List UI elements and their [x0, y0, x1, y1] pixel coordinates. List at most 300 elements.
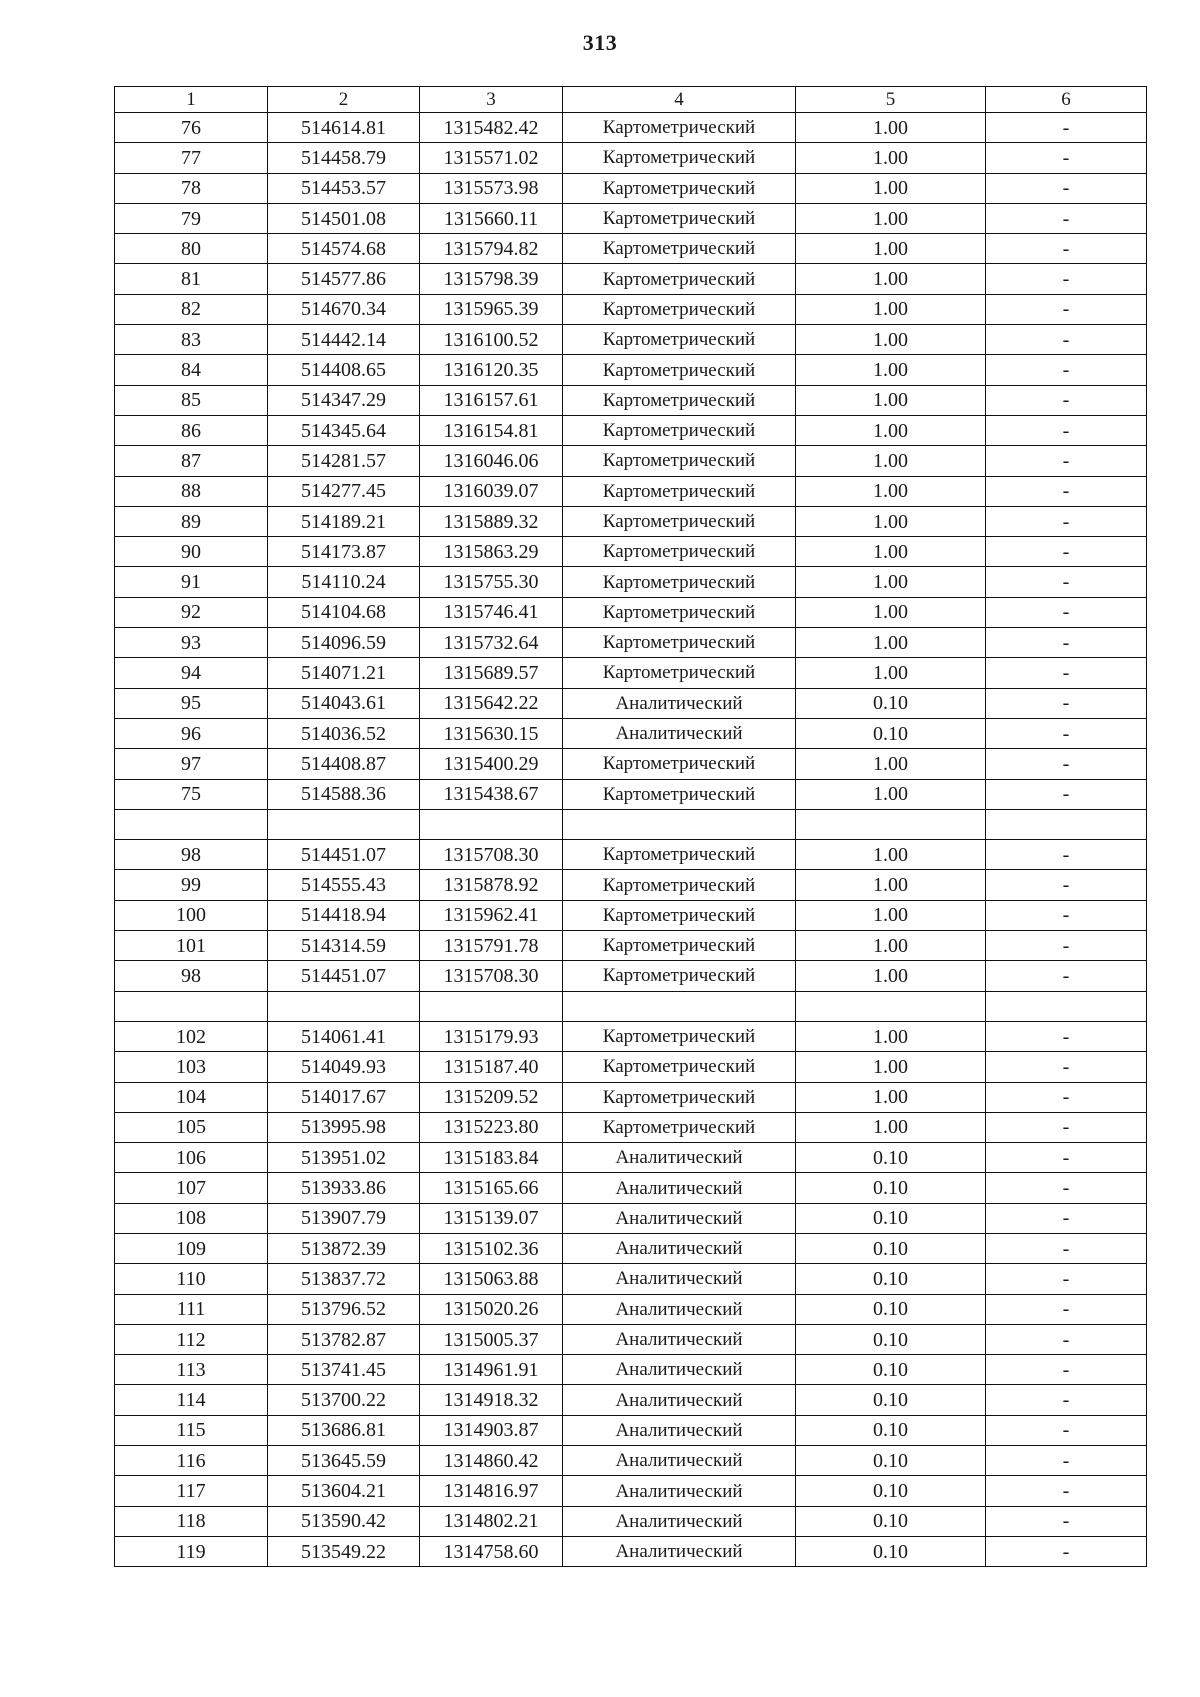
table-row — [115, 597, 1147, 627]
x-coordinate-cell: 514347.29 — [268, 385, 420, 415]
method-cell: Картометрический — [563, 961, 796, 991]
x-coordinate-cell: 513686.81 — [268, 1415, 420, 1445]
table-row — [115, 870, 1147, 900]
x-coordinate-cell: 514408.87 — [268, 749, 420, 779]
x-coordinate-cell: 514071.21 — [268, 658, 420, 688]
method-cell: Картометрический — [563, 597, 796, 627]
point-number-cell: 77 — [115, 143, 268, 173]
method-cell: Картометрический — [563, 264, 796, 294]
x-coordinate-cell: 513951.02 — [268, 1143, 420, 1173]
x-coordinate-cell: 514173.87 — [268, 537, 420, 567]
accuracy-cell: 0.10 — [796, 1203, 986, 1233]
x-coordinate-cell: 514189.21 — [268, 506, 420, 536]
point-number-cell: 104 — [115, 1082, 268, 1112]
table-row — [115, 1294, 1147, 1324]
point-number-cell: 95 — [115, 688, 268, 718]
accuracy-cell: 1.00 — [796, 658, 986, 688]
method-cell: Аналитический — [563, 718, 796, 748]
y-coordinate-cell: 1315020.26 — [420, 1294, 563, 1324]
accuracy-cell: 1.00 — [796, 234, 986, 264]
y-coordinate-cell: 1315798.39 — [420, 264, 563, 294]
point-number-cell: 88 — [115, 476, 268, 506]
column-header: 1 — [115, 87, 268, 113]
x-coordinate-cell: 514036.52 — [268, 718, 420, 748]
point-number-cell: 80 — [115, 234, 268, 264]
accuracy-cell: 1.00 — [796, 476, 986, 506]
point-number-cell: 87 — [115, 446, 268, 476]
y-coordinate-cell: 1316039.07 — [420, 476, 563, 506]
x-coordinate-cell: 513907.79 — [268, 1203, 420, 1233]
description-cell: - — [986, 1415, 1147, 1445]
method-cell: Аналитический — [563, 1506, 796, 1536]
point-number-cell: 118 — [115, 1506, 268, 1536]
table-row — [115, 1233, 1147, 1263]
accuracy-cell: 0.10 — [796, 1173, 986, 1203]
method-cell: Картометрический — [563, 628, 796, 658]
coordinates-table-container — [114, 86, 1146, 1567]
point-number-cell: 111 — [115, 1294, 268, 1324]
method-cell: Картометрический — [563, 1082, 796, 1112]
x-coordinate-cell: 514017.67 — [268, 1082, 420, 1112]
accuracy-cell: 1.00 — [796, 1052, 986, 1082]
y-coordinate-cell: 1314961.91 — [420, 1355, 563, 1385]
description-cell: - — [986, 203, 1147, 233]
point-number-cell: 108 — [115, 1203, 268, 1233]
x-coordinate-cell: 513837.72 — [268, 1264, 420, 1294]
table-row — [115, 234, 1147, 264]
header-row — [115, 87, 1147, 113]
point-number-cell: 102 — [115, 1021, 268, 1051]
point-number-cell: 86 — [115, 415, 268, 445]
y-coordinate-cell: 1315187.40 — [420, 1052, 563, 1082]
description-cell: - — [986, 1143, 1147, 1173]
method-cell: Картометрический — [563, 355, 796, 385]
y-coordinate-cell: 1315179.93 — [420, 1021, 563, 1051]
method-cell: Аналитический — [563, 688, 796, 718]
point-number-cell: 76 — [115, 113, 268, 143]
accuracy-cell — [796, 809, 986, 839]
point-number-cell: 109 — [115, 1233, 268, 1263]
y-coordinate-cell: 1315863.29 — [420, 537, 563, 567]
accuracy-cell: 0.10 — [796, 1506, 986, 1536]
accuracy-cell: 1.00 — [796, 779, 986, 809]
y-coordinate-cell — [420, 991, 563, 1021]
point-number-cell: 119 — [115, 1536, 268, 1566]
x-coordinate-cell: 514555.43 — [268, 870, 420, 900]
point-number-cell: 112 — [115, 1324, 268, 1354]
x-coordinate-cell: 514043.61 — [268, 688, 420, 718]
x-coordinate-cell: 513604.21 — [268, 1476, 420, 1506]
description-cell: - — [986, 1355, 1147, 1385]
x-coordinate-cell: 513796.52 — [268, 1294, 420, 1324]
point-number-cell: 105 — [115, 1112, 268, 1142]
accuracy-cell: 1.00 — [796, 567, 986, 597]
x-coordinate-cell: 514453.57 — [268, 173, 420, 203]
point-number-cell: 79 — [115, 203, 268, 233]
accuracy-cell: 0.10 — [796, 1264, 986, 1294]
y-coordinate-cell: 1315878.92 — [420, 870, 563, 900]
x-coordinate-cell — [268, 991, 420, 1021]
x-coordinate-cell: 513549.22 — [268, 1536, 420, 1566]
point-number-cell: 75 — [115, 779, 268, 809]
description-cell: - — [986, 1506, 1147, 1536]
description-cell: - — [986, 325, 1147, 355]
accuracy-cell: 0.10 — [796, 1143, 986, 1173]
accuracy-cell: 1.00 — [796, 1112, 986, 1142]
column-header: 2 — [268, 87, 420, 113]
table-row — [115, 1506, 1147, 1536]
column-header: 3 — [420, 87, 563, 113]
method-cell: Аналитический — [563, 1536, 796, 1566]
accuracy-cell: 0.10 — [796, 688, 986, 718]
x-coordinate-cell: 513995.98 — [268, 1112, 420, 1142]
method-cell: Картометрический — [563, 294, 796, 324]
method-cell — [563, 991, 796, 1021]
point-number-cell — [115, 809, 268, 839]
accuracy-cell: 1.00 — [796, 355, 986, 385]
table-row — [115, 1415, 1147, 1445]
table-row — [115, 537, 1147, 567]
description-cell: - — [986, 1536, 1147, 1566]
point-number-cell: 93 — [115, 628, 268, 658]
accuracy-cell: 1.00 — [796, 870, 986, 900]
method-cell: Аналитический — [563, 1294, 796, 1324]
accuracy-cell: 0.10 — [796, 1476, 986, 1506]
point-number-cell: 98 — [115, 840, 268, 870]
table-row — [115, 1264, 1147, 1294]
description-cell: - — [986, 1324, 1147, 1354]
y-coordinate-cell: 1314816.97 — [420, 1476, 563, 1506]
table-row — [115, 476, 1147, 506]
table-row — [115, 688, 1147, 718]
x-coordinate-cell: 513741.45 — [268, 1355, 420, 1385]
method-cell: Картометрический — [563, 325, 796, 355]
table-row — [115, 415, 1147, 445]
x-coordinate-cell: 513782.87 — [268, 1324, 420, 1354]
point-number-cell: 84 — [115, 355, 268, 385]
method-cell: Картометрический — [563, 931, 796, 961]
x-coordinate-cell: 513933.86 — [268, 1173, 420, 1203]
y-coordinate-cell: 1315708.30 — [420, 840, 563, 870]
y-coordinate-cell: 1316154.81 — [420, 415, 563, 445]
x-coordinate-cell: 514451.07 — [268, 840, 420, 870]
description-cell — [986, 991, 1147, 1021]
description-cell: - — [986, 718, 1147, 748]
table-row — [115, 931, 1147, 961]
method-cell: Картометрический — [563, 234, 796, 264]
column-header: 4 — [563, 87, 796, 113]
table-row — [115, 325, 1147, 355]
accuracy-cell: 1.00 — [796, 1082, 986, 1112]
point-number-cell: 114 — [115, 1385, 268, 1415]
accuracy-cell: 1.00 — [796, 506, 986, 536]
accuracy-cell: 1.00 — [796, 1021, 986, 1051]
point-number-cell: 99 — [115, 870, 268, 900]
y-coordinate-cell: 1315573.98 — [420, 173, 563, 203]
column-header: 6 — [986, 87, 1147, 113]
table-row — [115, 1446, 1147, 1476]
x-coordinate-cell: 514442.14 — [268, 325, 420, 355]
method-cell: Картометрический — [563, 506, 796, 536]
y-coordinate-cell: 1315630.15 — [420, 718, 563, 748]
accuracy-cell: 1.00 — [796, 961, 986, 991]
method-cell: Аналитический — [563, 1233, 796, 1263]
x-coordinate-cell: 514104.68 — [268, 597, 420, 627]
y-coordinate-cell: 1315689.57 — [420, 658, 563, 688]
accuracy-cell: 0.10 — [796, 1385, 986, 1415]
method-cell: Аналитический — [563, 1415, 796, 1445]
table-row — [115, 1355, 1147, 1385]
point-number-cell: 101 — [115, 931, 268, 961]
method-cell: Картометрический — [563, 203, 796, 233]
description-cell: - — [986, 1294, 1147, 1324]
y-coordinate-cell: 1315438.67 — [420, 779, 563, 809]
y-coordinate-cell: 1314860.42 — [420, 1446, 563, 1476]
method-cell: Аналитический — [563, 1446, 796, 1476]
x-coordinate-cell: 514614.81 — [268, 113, 420, 143]
table-row — [115, 1112, 1147, 1142]
point-number-cell: 91 — [115, 567, 268, 597]
table-row — [115, 628, 1147, 658]
description-cell: - — [986, 113, 1147, 143]
y-coordinate-cell: 1315732.64 — [420, 628, 563, 658]
separator-row — [115, 991, 1147, 1021]
description-cell: - — [986, 1476, 1147, 1506]
table-row — [115, 294, 1147, 324]
accuracy-cell: 1.00 — [796, 113, 986, 143]
table-row — [115, 143, 1147, 173]
accuracy-cell: 1.00 — [796, 385, 986, 415]
y-coordinate-cell: 1315183.84 — [420, 1143, 563, 1173]
method-cell: Аналитический — [563, 1203, 796, 1233]
x-coordinate-cell: 514451.07 — [268, 961, 420, 991]
description-cell: - — [986, 446, 1147, 476]
x-coordinate-cell: 514110.24 — [268, 567, 420, 597]
y-coordinate-cell: 1315746.41 — [420, 597, 563, 627]
accuracy-cell: 1.00 — [796, 264, 986, 294]
point-number-cell: 89 — [115, 506, 268, 536]
accuracy-cell: 0.10 — [796, 1415, 986, 1445]
description-cell: - — [986, 900, 1147, 930]
method-cell: Картометрический — [563, 476, 796, 506]
y-coordinate-cell: 1314918.32 — [420, 1385, 563, 1415]
method-cell: Картометрический — [563, 870, 796, 900]
y-coordinate-cell: 1316157.61 — [420, 385, 563, 415]
table-row — [115, 658, 1147, 688]
description-cell: - — [986, 476, 1147, 506]
y-coordinate-cell: 1315965.39 — [420, 294, 563, 324]
method-cell: Картометрический — [563, 1112, 796, 1142]
method-cell: Аналитический — [563, 1324, 796, 1354]
y-coordinate-cell — [420, 809, 563, 839]
x-coordinate-cell: 513700.22 — [268, 1385, 420, 1415]
point-number-cell: 103 — [115, 1052, 268, 1082]
x-coordinate-cell: 513645.59 — [268, 1446, 420, 1476]
description-cell: - — [986, 355, 1147, 385]
point-number-cell: 115 — [115, 1415, 268, 1445]
y-coordinate-cell: 1315005.37 — [420, 1324, 563, 1354]
point-number-cell: 85 — [115, 385, 268, 415]
description-cell: - — [986, 1112, 1147, 1142]
method-cell: Аналитический — [563, 1173, 796, 1203]
description-cell: - — [986, 1264, 1147, 1294]
x-coordinate-cell: 514345.64 — [268, 415, 420, 445]
y-coordinate-cell: 1315400.29 — [420, 749, 563, 779]
point-number-cell: 107 — [115, 1173, 268, 1203]
method-cell: Картометрический — [563, 1021, 796, 1051]
x-coordinate-cell: 514061.41 — [268, 1021, 420, 1051]
method-cell: Картометрический — [563, 1052, 796, 1082]
y-coordinate-cell: 1314802.21 — [420, 1506, 563, 1536]
description-cell: - — [986, 1446, 1147, 1476]
description-cell: - — [986, 264, 1147, 294]
y-coordinate-cell: 1315642.22 — [420, 688, 563, 718]
table-row — [115, 1052, 1147, 1082]
accuracy-cell: 1.00 — [796, 446, 986, 476]
x-coordinate-cell: 514670.34 — [268, 294, 420, 324]
point-number-cell: 100 — [115, 900, 268, 930]
accuracy-cell: 1.00 — [796, 143, 986, 173]
x-coordinate-cell: 514096.59 — [268, 628, 420, 658]
x-coordinate-cell — [268, 809, 420, 839]
method-cell: Картометрический — [563, 658, 796, 688]
description-cell: - — [986, 385, 1147, 415]
point-number-cell: 82 — [115, 294, 268, 324]
y-coordinate-cell: 1315708.30 — [420, 961, 563, 991]
point-number-cell: 98 — [115, 961, 268, 991]
accuracy-cell: 1.00 — [796, 537, 986, 567]
method-cell: Картометрический — [563, 113, 796, 143]
y-coordinate-cell: 1314758.60 — [420, 1536, 563, 1566]
y-coordinate-cell: 1316100.52 — [420, 325, 563, 355]
point-number-cell: 97 — [115, 749, 268, 779]
accuracy-cell: 1.00 — [796, 900, 986, 930]
x-coordinate-cell: 514588.36 — [268, 779, 420, 809]
description-cell: - — [986, 173, 1147, 203]
accuracy-cell: 1.00 — [796, 203, 986, 233]
x-coordinate-cell: 513590.42 — [268, 1506, 420, 1536]
description-cell: - — [986, 961, 1147, 991]
accuracy-cell: 1.00 — [796, 931, 986, 961]
method-cell: Картометрический — [563, 173, 796, 203]
point-number-cell: 110 — [115, 1264, 268, 1294]
y-coordinate-cell: 1315791.78 — [420, 931, 563, 961]
method-cell: Картометрический — [563, 840, 796, 870]
y-coordinate-cell: 1315794.82 — [420, 234, 563, 264]
x-coordinate-cell: 514408.65 — [268, 355, 420, 385]
y-coordinate-cell: 1315962.41 — [420, 900, 563, 930]
x-coordinate-cell: 514501.08 — [268, 203, 420, 233]
description-cell: - — [986, 1203, 1147, 1233]
accuracy-cell: 0.10 — [796, 1233, 986, 1263]
x-coordinate-cell: 514281.57 — [268, 446, 420, 476]
description-cell: - — [986, 506, 1147, 536]
description-cell: - — [986, 1052, 1147, 1082]
description-cell: - — [986, 1385, 1147, 1415]
table-row — [115, 718, 1147, 748]
y-coordinate-cell: 1316120.35 — [420, 355, 563, 385]
description-cell: - — [986, 537, 1147, 567]
x-coordinate-cell: 514049.93 — [268, 1052, 420, 1082]
accuracy-cell: 1.00 — [796, 840, 986, 870]
method-cell: Картометрический — [563, 749, 796, 779]
method-cell: Картометрический — [563, 446, 796, 476]
table-row — [115, 1082, 1147, 1112]
accuracy-cell: 1.00 — [796, 749, 986, 779]
description-cell: - — [986, 628, 1147, 658]
table-row — [115, 446, 1147, 476]
description-cell: - — [986, 658, 1147, 688]
y-coordinate-cell: 1316046.06 — [420, 446, 563, 476]
method-cell: Картометрический — [563, 415, 796, 445]
y-coordinate-cell: 1315571.02 — [420, 143, 563, 173]
description-cell: - — [986, 931, 1147, 961]
accuracy-cell: 1.00 — [796, 173, 986, 203]
accuracy-cell: 0.10 — [796, 1324, 986, 1354]
accuracy-cell: 0.10 — [796, 718, 986, 748]
table-row — [115, 840, 1147, 870]
x-coordinate-cell: 513872.39 — [268, 1233, 420, 1263]
accuracy-cell: 0.10 — [796, 1294, 986, 1324]
description-cell: - — [986, 597, 1147, 627]
table-row — [115, 1021, 1147, 1051]
description-cell: - — [986, 1082, 1147, 1112]
point-number-cell: 81 — [115, 264, 268, 294]
table-row — [115, 173, 1147, 203]
description-cell: - — [986, 779, 1147, 809]
y-coordinate-cell: 1315482.42 — [420, 113, 563, 143]
point-number-cell: 94 — [115, 658, 268, 688]
table-row — [115, 1324, 1147, 1354]
y-coordinate-cell: 1315063.88 — [420, 1264, 563, 1294]
table-row — [115, 355, 1147, 385]
table-row — [115, 900, 1147, 930]
point-number-cell: 83 — [115, 325, 268, 355]
point-number-cell: 92 — [115, 597, 268, 627]
x-coordinate-cell: 514577.86 — [268, 264, 420, 294]
table-row — [115, 264, 1147, 294]
accuracy-cell: 1.00 — [796, 597, 986, 627]
point-number-cell: 113 — [115, 1355, 268, 1385]
point-number-cell: 106 — [115, 1143, 268, 1173]
page-number: 313 — [582, 30, 618, 55]
method-cell: Картометрический — [563, 900, 796, 930]
point-number-cell: 78 — [115, 173, 268, 203]
x-coordinate-cell: 514277.45 — [268, 476, 420, 506]
y-coordinate-cell: 1315223.80 — [420, 1112, 563, 1142]
method-cell: Картометрический — [563, 779, 796, 809]
description-cell: - — [986, 234, 1147, 264]
description-cell: - — [986, 143, 1147, 173]
y-coordinate-cell: 1315755.30 — [420, 567, 563, 597]
table-row — [115, 567, 1147, 597]
method-cell: Аналитический — [563, 1385, 796, 1415]
method-cell: Аналитический — [563, 1264, 796, 1294]
x-coordinate-cell: 514314.59 — [268, 931, 420, 961]
description-cell: - — [986, 1233, 1147, 1263]
table-row — [115, 1476, 1147, 1506]
method-cell: Картометрический — [563, 567, 796, 597]
description-cell: - — [986, 840, 1147, 870]
column-header: 5 — [796, 87, 986, 113]
description-cell: - — [986, 870, 1147, 900]
point-number-cell: 96 — [115, 718, 268, 748]
table-row — [115, 203, 1147, 233]
table-row — [115, 961, 1147, 991]
method-cell: Аналитический — [563, 1476, 796, 1506]
table-row — [115, 1536, 1147, 1566]
accuracy-cell — [796, 991, 986, 1021]
